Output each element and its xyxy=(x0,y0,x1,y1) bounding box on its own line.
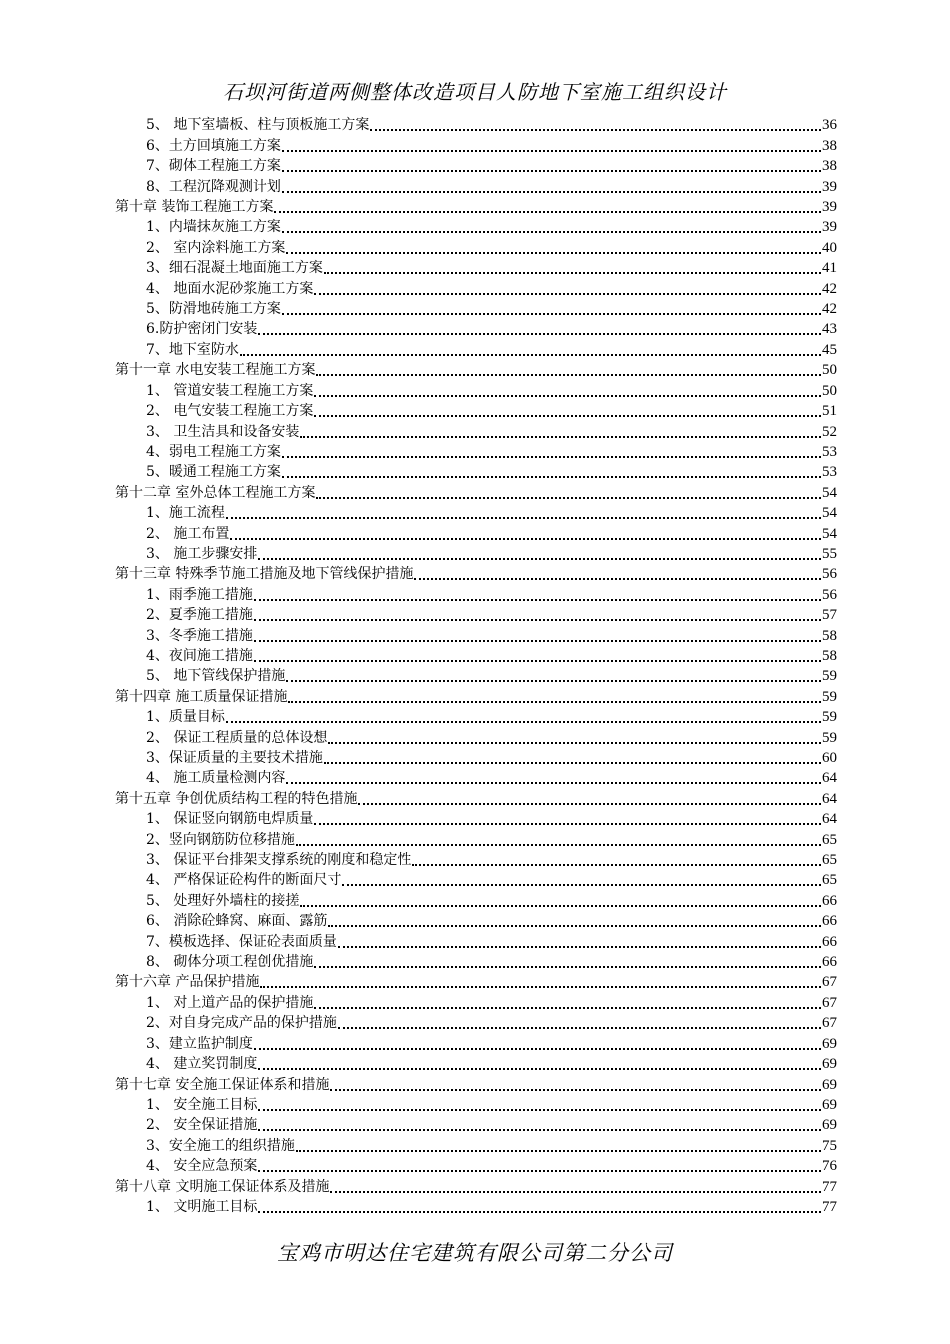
toc-dot-leader xyxy=(282,476,821,478)
toc-page-number: 41 xyxy=(822,260,837,277)
toc-dot-leader xyxy=(254,599,821,601)
toc-section-entry[interactable] xyxy=(115,747,837,767)
toc-entry-label: 5、 处理好外墙柱的接搓 xyxy=(146,892,300,909)
toc-page-number: 54 xyxy=(822,525,837,542)
toc-page-number: 53 xyxy=(822,464,837,481)
toc-entry-label: 3、 保证平台排架支撑系统的刚度和稳定性 xyxy=(146,852,412,869)
toc-section-entry[interactable] xyxy=(115,665,837,685)
toc-dot-leader xyxy=(258,333,821,335)
toc-dot-leader xyxy=(338,946,821,948)
toc-page-number: 59 xyxy=(822,688,837,705)
toc-page-number: 50 xyxy=(822,382,837,399)
toc-section-entry[interactable] xyxy=(115,277,837,297)
toc-section-entry[interactable] xyxy=(115,441,837,461)
toc-section-entry[interactable] xyxy=(115,543,837,563)
toc-page-number: 64 xyxy=(822,811,837,828)
toc-page-number: 65 xyxy=(822,831,837,848)
toc-section-entry[interactable] xyxy=(115,583,837,603)
toc-section-entry[interactable] xyxy=(115,318,837,338)
toc-page-number: 67 xyxy=(822,994,837,1011)
toc-page-number: 59 xyxy=(822,668,837,685)
toc-entry-label: 1、 保证竖向钢筋电焊质量 xyxy=(146,811,314,828)
toc-section-entry[interactable] xyxy=(115,175,837,195)
toc-section-entry[interactable] xyxy=(115,726,837,746)
toc-page-number: 42 xyxy=(822,280,837,297)
toc-dot-leader xyxy=(316,497,821,499)
toc-page-number: 64 xyxy=(822,790,837,807)
toc-entry-label: 8、 砌体分项工程创优措施 xyxy=(146,954,314,971)
toc-entry-label: 3、建立监护制度 xyxy=(146,1035,253,1052)
toc-dot-leader xyxy=(338,1027,821,1029)
toc-page-number: 50 xyxy=(822,362,837,379)
toc-dot-leader xyxy=(314,395,821,397)
toc-entry-label: 4、 施工质量检测内容 xyxy=(146,770,286,787)
toc-dot-leader xyxy=(342,884,821,886)
toc-entry-label: 3、保证质量的主要技术措施 xyxy=(146,750,323,766)
toc-dot-leader xyxy=(254,619,821,621)
toc-dot-leader xyxy=(282,231,821,233)
toc-section-entry[interactable] xyxy=(115,114,837,134)
toc-dot-leader xyxy=(282,150,821,152)
toc-entry-label: 4、 安全应急预案 xyxy=(146,1158,258,1175)
toc-section-entry[interactable] xyxy=(115,257,837,277)
toc-section-entry[interactable] xyxy=(115,828,837,848)
toc-entry-label: 5、防滑地砖施工方案 xyxy=(146,301,281,318)
toc-page-number: 45 xyxy=(822,341,837,358)
toc-page-number: 60 xyxy=(822,750,837,766)
toc-dot-leader xyxy=(230,538,821,540)
toc-entry-label: 第十四章 施工质量保证措施 xyxy=(115,688,288,705)
toc-entry-label: 6.防护密闭门安装 xyxy=(146,321,258,338)
toc-entry-label: 1、 对上道产品的保护措施 xyxy=(146,994,314,1011)
toc-dot-leader xyxy=(324,762,821,764)
toc-entry-label: 第十章 装饰工程施工方案 xyxy=(115,199,274,216)
toc-section-entry[interactable] xyxy=(115,1114,837,1134)
toc-entry-label: 第十三章 特殊季节施工措施及地下管线保护措施 xyxy=(115,566,414,583)
toc-page-number: 38 xyxy=(822,137,837,154)
toc-page-number: 39 xyxy=(822,219,837,236)
toc-chapter-entry[interactable] xyxy=(115,685,837,705)
toc-dot-leader xyxy=(258,1129,821,1131)
toc-section-entry[interactable] xyxy=(115,604,837,624)
toc-page-number: 76 xyxy=(822,1158,837,1175)
toc-dot-leader xyxy=(286,680,821,682)
toc-entry-label: 7、地下室防水 xyxy=(146,341,239,358)
toc-page-number: 55 xyxy=(822,545,837,562)
toc-entry-label: 5、暖通工程施工方案 xyxy=(146,464,281,481)
toc-page-number: 36 xyxy=(822,117,837,134)
toc-entry-label: 2、夏季施工措施 xyxy=(146,607,253,624)
toc-entry-label: 7、砌体工程施工方案 xyxy=(146,158,281,175)
toc-page-number: 58 xyxy=(822,627,837,644)
toc-page-number: 77 xyxy=(822,1178,837,1195)
toc-dot-leader xyxy=(300,905,821,907)
toc-page-number: 58 xyxy=(822,647,837,664)
toc-dot-leader xyxy=(314,823,821,825)
toc-chapter-entry[interactable] xyxy=(115,787,837,807)
toc-entry-label: 2、 室内涂料施工方案 xyxy=(146,239,286,256)
toc-page-number: 66 xyxy=(822,933,837,950)
toc-section-entry[interactable] xyxy=(115,951,837,971)
toc-page-number: 67 xyxy=(822,974,837,991)
toc-dot-leader xyxy=(286,782,821,784)
toc-chapter-entry[interactable] xyxy=(115,563,837,583)
toc-section-entry[interactable] xyxy=(115,1196,837,1216)
toc-dot-leader xyxy=(288,701,821,703)
toc-section-entry[interactable] xyxy=(115,502,837,522)
toc-page-number: 75 xyxy=(822,1137,837,1154)
toc-section-entry[interactable] xyxy=(115,522,837,542)
toc-section-entry[interactable] xyxy=(115,298,837,318)
toc-entry-label: 2、 电气安装工程施工方案 xyxy=(146,403,314,420)
toc-page-number: 69 xyxy=(822,1096,837,1113)
toc-section-entry[interactable] xyxy=(115,645,837,665)
toc-entry-label: 4、 建立奖罚制度 xyxy=(146,1056,258,1073)
toc-dot-leader xyxy=(254,1048,821,1050)
toc-entry-label: 1、施工流程 xyxy=(146,505,225,522)
toc-page-number: 59 xyxy=(822,729,837,746)
toc-section-entry[interactable] xyxy=(115,869,837,889)
toc-section-entry[interactable] xyxy=(115,767,837,787)
toc-page-number: 38 xyxy=(822,158,837,175)
toc-page-number: 56 xyxy=(822,566,837,583)
toc-section-entry[interactable] xyxy=(115,910,837,930)
toc-page-number: 39 xyxy=(822,178,837,195)
toc-page-number: 51 xyxy=(822,403,837,420)
toc-entry-label: 第十五章 争创优质结构工程的特色措施 xyxy=(115,790,358,807)
toc-chapter-entry[interactable] xyxy=(115,971,837,991)
toc-dot-leader xyxy=(254,640,821,642)
toc-section-entry[interactable] xyxy=(115,1012,837,1032)
toc-entry-label: 4、 严格保证砼构件的断面尺寸 xyxy=(146,872,342,889)
toc-dot-leader xyxy=(412,864,821,866)
toc-page-number: 54 xyxy=(822,505,837,522)
page-footer-company: 宝鸡市明达住宅建筑有限公司第二分公司 xyxy=(277,1241,673,1265)
toc-entry-label: 3、安全施工的组织措施 xyxy=(146,1137,295,1154)
toc-dot-leader xyxy=(328,742,821,744)
toc-dot-leader xyxy=(260,986,821,988)
toc-page-number: 69 xyxy=(822,1076,837,1093)
toc-section-entry[interactable] xyxy=(115,400,837,420)
table-of-contents xyxy=(115,114,837,1216)
toc-page-number: 66 xyxy=(822,892,837,909)
toc-section-entry[interactable] xyxy=(115,889,837,909)
toc-page-number: 69 xyxy=(822,1117,837,1134)
toc-entry-label: 6、 消除砼蜂窝、麻面、露筋 xyxy=(146,913,328,930)
toc-dot-leader xyxy=(258,1109,821,1111)
toc-dot-leader xyxy=(296,1150,821,1152)
toc-entry-label: 1、质量目标 xyxy=(146,709,225,726)
toc-page-number: 66 xyxy=(822,913,837,930)
toc-dot-leader xyxy=(274,211,821,213)
toc-entry-label: 2、 安全保证措施 xyxy=(146,1117,258,1134)
toc-page-number: 77 xyxy=(822,1198,837,1215)
toc-page-number: 42 xyxy=(822,301,837,318)
toc-entry-label: 2、 施工布置 xyxy=(146,525,230,542)
toc-page-number: 53 xyxy=(822,443,837,460)
toc-entry-label: 第十八章 文明施工保证体系及措施 xyxy=(115,1178,330,1195)
toc-entry-label: 第十二章 室外总体工程施工方案 xyxy=(115,484,316,501)
toc-page-number: 52 xyxy=(822,423,837,440)
toc-dot-leader xyxy=(258,558,821,560)
toc-section-entry[interactable] xyxy=(115,1134,837,1154)
toc-section-entry[interactable] xyxy=(115,849,837,869)
toc-dot-leader xyxy=(330,1089,821,1091)
page-header-title: 石坝河街道两侧整体改造项目人防地下室施工组织设计 xyxy=(223,80,727,104)
toc-section-entry[interactable] xyxy=(115,236,837,256)
toc-chapter-entry[interactable] xyxy=(115,359,837,379)
toc-chapter-entry[interactable] xyxy=(115,481,837,501)
toc-section-entry[interactable] xyxy=(115,1155,837,1175)
toc-dot-leader xyxy=(258,1170,821,1172)
toc-page-number: 69 xyxy=(822,1056,837,1073)
toc-page-number: 59 xyxy=(822,709,837,726)
toc-section-entry[interactable] xyxy=(115,624,837,644)
toc-chapter-entry[interactable] xyxy=(115,1073,837,1093)
toc-entry-label: 1、雨季施工措施 xyxy=(146,586,253,603)
toc-page-number: 65 xyxy=(822,872,837,889)
toc-section-entry[interactable] xyxy=(115,461,837,481)
toc-entry-label: 8、工程沉降观测计划 xyxy=(146,178,281,195)
toc-section-entry[interactable] xyxy=(115,338,837,358)
toc-dot-leader xyxy=(370,129,821,131)
toc-dot-leader xyxy=(314,1007,821,1009)
toc-dot-leader xyxy=(254,660,821,662)
toc-entry-label: 5、 地下室墙板、柱与顶板施工方案 xyxy=(146,117,370,134)
toc-dot-leader xyxy=(226,517,821,519)
toc-dot-leader xyxy=(258,1211,821,1213)
toc-dot-leader xyxy=(282,170,821,172)
toc-dot-leader xyxy=(314,415,821,417)
toc-page-number: 40 xyxy=(822,239,837,256)
toc-section-entry[interactable] xyxy=(115,1053,837,1073)
toc-entry-label: 2、对自身完成产品的保护措施 xyxy=(146,1015,337,1032)
toc-page-number: 54 xyxy=(822,484,837,501)
toc-entry-label: 第十七章 安全施工保证体系和措施 xyxy=(115,1076,330,1093)
toc-entry-label: 2、竖向钢筋防位移措施 xyxy=(146,831,295,848)
toc-page-number: 64 xyxy=(822,770,837,787)
toc-dot-leader xyxy=(414,578,821,580)
toc-section-entry[interactable] xyxy=(115,216,837,236)
toc-section-entry[interactable] xyxy=(115,1094,837,1114)
toc-dot-leader xyxy=(328,925,821,927)
toc-entry-label: 6、土方回填施工方案 xyxy=(146,137,281,154)
toc-entry-label: 2、 保证工程质量的总体设想 xyxy=(146,729,328,746)
toc-entry-label: 4、弱电工程施工方案 xyxy=(146,443,281,460)
toc-entry-label: 4、 地面水泥砂浆施工方案 xyxy=(146,280,314,297)
toc-entry-label: 第十一章 水电安装工程施工方案 xyxy=(115,362,316,379)
toc-entry-label: 3、冬季施工措施 xyxy=(146,627,253,644)
toc-entry-label: 3、 卫生洁具和设备安装 xyxy=(146,423,300,440)
toc-section-entry[interactable] xyxy=(115,420,837,440)
toc-page-number: 57 xyxy=(822,607,837,624)
toc-section-entry[interactable] xyxy=(115,134,837,154)
toc-entry-label: 第十六章 产品保护措施 xyxy=(115,974,260,991)
toc-page-number: 67 xyxy=(822,1015,837,1032)
toc-dot-leader xyxy=(358,803,821,805)
toc-page-number: 69 xyxy=(822,1035,837,1052)
toc-dot-leader xyxy=(286,252,821,254)
toc-chapter-entry[interactable] xyxy=(115,196,837,216)
toc-dot-leader xyxy=(314,966,821,968)
toc-dot-leader xyxy=(314,293,821,295)
toc-dot-leader xyxy=(316,374,821,376)
toc-dot-leader xyxy=(226,721,821,723)
toc-page-number: 65 xyxy=(822,852,837,869)
toc-dot-leader xyxy=(296,844,821,846)
toc-dot-leader xyxy=(258,1068,821,1070)
toc-entry-label: 1、 文明施工目标 xyxy=(146,1198,258,1215)
toc-entry-label: 3、细石混凝土地面施工方案 xyxy=(146,260,323,277)
toc-dot-leader xyxy=(324,272,821,274)
toc-dot-leader xyxy=(330,1191,821,1193)
toc-entry-label: 7、模板选择、保证砼表面质量 xyxy=(146,933,337,950)
toc-dot-leader xyxy=(282,191,821,193)
toc-entry-label: 1、内墙抹灰施工方案 xyxy=(146,219,281,236)
toc-section-entry[interactable] xyxy=(115,930,837,950)
toc-chapter-entry[interactable] xyxy=(115,1175,837,1195)
toc-entry-label: 1、 管道安装工程施工方案 xyxy=(146,382,314,399)
toc-section-entry[interactable] xyxy=(115,1032,837,1052)
toc-page-number: 43 xyxy=(822,321,837,338)
toc-dot-leader xyxy=(282,456,821,458)
toc-section-entry[interactable] xyxy=(115,991,837,1011)
toc-page-number: 56 xyxy=(822,586,837,603)
toc-entry-label: 4、夜间施工措施 xyxy=(146,647,253,664)
toc-entry-label: 1、 安全施工目标 xyxy=(146,1096,258,1113)
toc-dot-leader xyxy=(300,436,821,438)
toc-section-entry[interactable] xyxy=(115,379,837,399)
toc-page-number: 66 xyxy=(822,954,837,971)
toc-entry-label: 3、 施工步骤安排 xyxy=(146,545,258,562)
toc-section-entry[interactable] xyxy=(115,706,837,726)
toc-dot-leader xyxy=(282,313,821,315)
toc-page-number: 39 xyxy=(822,199,837,216)
toc-section-entry[interactable] xyxy=(115,808,837,828)
toc-entry-label: 5、 地下管线保护措施 xyxy=(146,668,286,685)
toc-dot-leader xyxy=(240,354,821,356)
toc-section-entry[interactable] xyxy=(115,155,837,175)
